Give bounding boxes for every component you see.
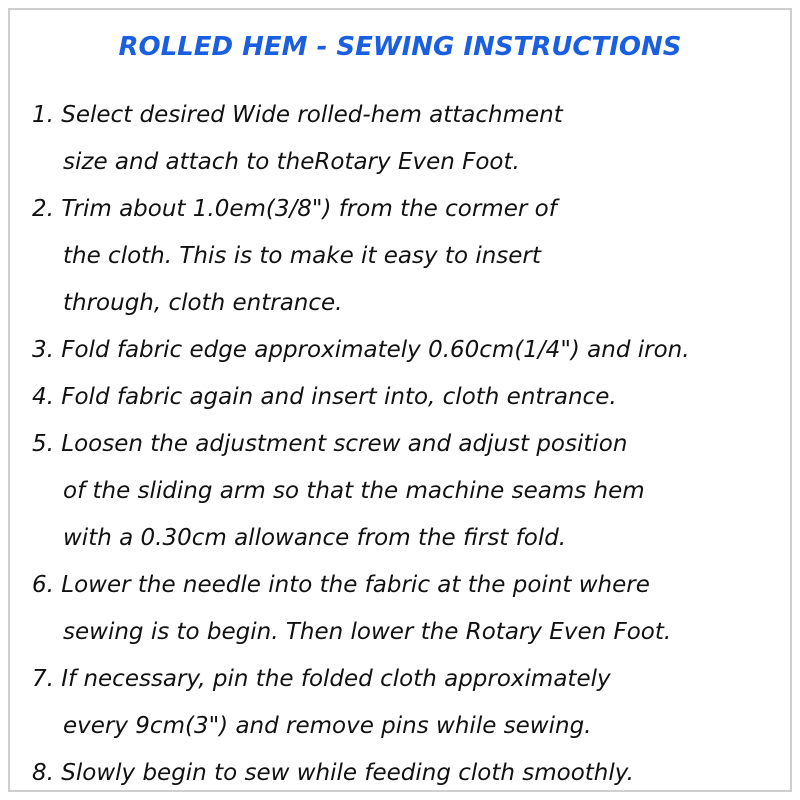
step-line: the cloth. This is to make it easy to insert	[63, 243, 541, 269]
instruction-step-3	[32, 327, 690, 374]
instruction-step-8	[32, 750, 690, 797]
step-line: sewing is to begin. Then lower the Rotary Even Foot.	[63, 619, 672, 645]
step-line: 6. Lower the needle into the fabric at the point where	[32, 572, 650, 598]
step-line: of the sliding arm so that the machine seams hem	[63, 478, 645, 504]
step-line: 4. Fold fabric again and insert into, cloth entrance.	[32, 384, 617, 410]
instruction-step-5	[32, 421, 690, 562]
step-line: every 9cm(3") and remove pins while sewing.	[63, 713, 592, 739]
instruction-step-2	[32, 186, 690, 327]
step-line: 8. Slowly begin to sew while feeding cloth smoothly.	[32, 760, 634, 786]
step-line: 3. Fold fabric edge approximately 0.60cm(1/4") and iron.	[32, 337, 690, 363]
step-line: through, cloth entrance.	[63, 290, 343, 316]
instruction-list	[32, 92, 690, 797]
step-line: with a 0.30cm allowance from the first fold.	[63, 525, 567, 551]
page-title: ROLLED HEM - SEWING INSTRUCTIONS	[118, 32, 682, 62]
step-line: 1. Select desired Wide rolled-hem attachment	[32, 102, 563, 128]
instruction-step-1	[32, 92, 690, 186]
step-line: 2. Trim about 1.0em(3/8") from the cormer of	[32, 196, 557, 222]
instruction-step-6	[32, 562, 690, 656]
instruction-step-7	[32, 656, 690, 750]
step-line: 5. Loosen the adjustment screw and adjust position	[32, 431, 628, 457]
step-line: size and attach to theRotary Even Foot.	[63, 149, 520, 175]
instruction-step-4	[32, 374, 690, 421]
step-line: 7. If necessary, pin the folded cloth approximately	[32, 666, 611, 692]
